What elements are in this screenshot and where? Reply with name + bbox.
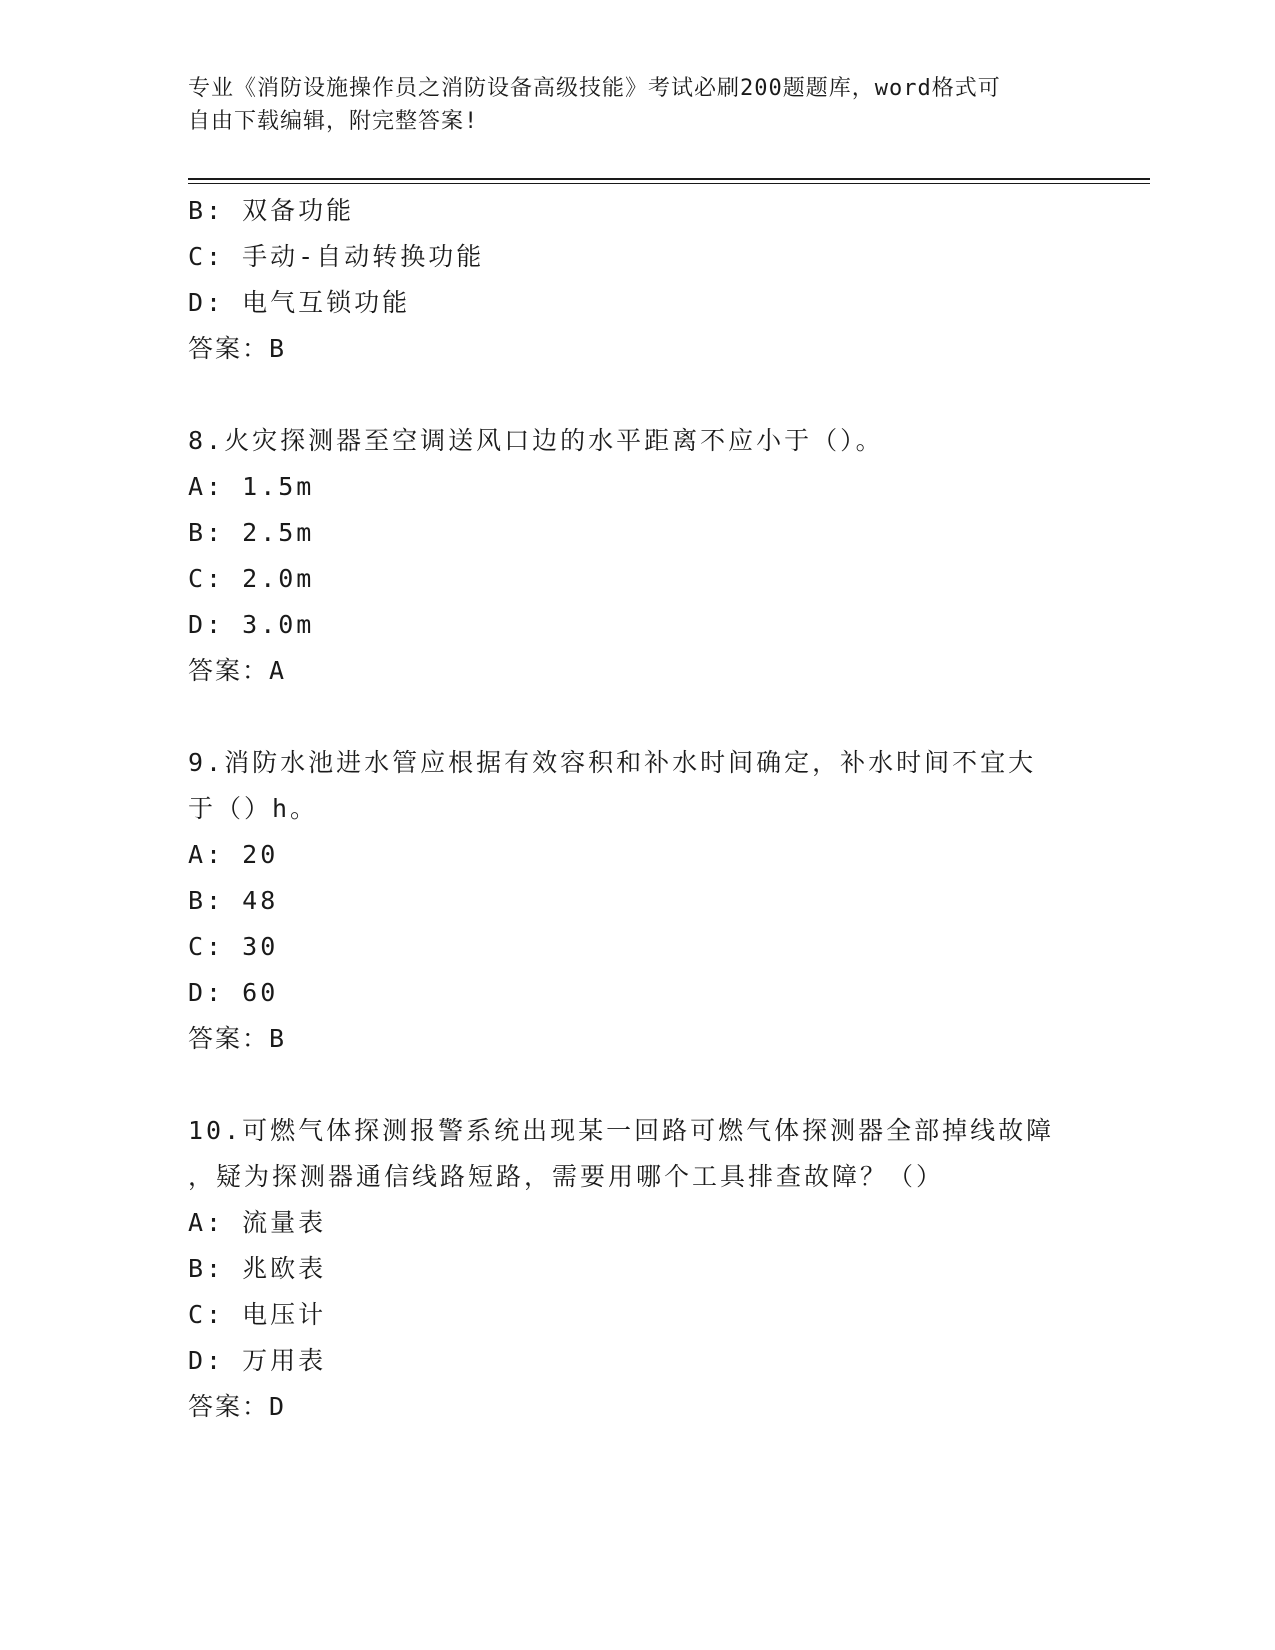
option-c: C: 30 <box>188 932 279 961</box>
option-c: C: 电压计 <box>188 1300 327 1329</box>
header-title-line-1: 专业《消防设施操作员之消防设备高级技能》考试必刷200题题库，word格式可 <box>188 76 1001 101</box>
option-a: A: 20 <box>188 840 279 869</box>
document-header <box>188 72 1068 138</box>
option-b: B: 兆欧表 <box>188 1254 327 1283</box>
option-d: D: 3.0m <box>188 610 315 639</box>
question-9 <box>188 740 1088 1062</box>
question-stem-line-1: 9.消防水池进水管应根据有效容积和补水时间确定，补水时间不宜大 <box>188 748 1037 777</box>
option-c: C: 手动-自动转换功能 <box>188 242 485 271</box>
question-stem-line-1: 10.可燃气体探测报警系统出现某一回路可燃气体探测器全部掉线故障 <box>188 1116 1055 1145</box>
answer-line: 答案：D <box>188 1392 287 1421</box>
option-b: B: 双备功能 <box>188 196 355 225</box>
option-a: A: 1.5m <box>188 472 315 501</box>
question-content <box>188 188 1088 1430</box>
question-8 <box>188 418 1088 694</box>
header-divider-thick <box>188 178 1150 180</box>
header-title-line-2: 自由下载编辑，附完整答案! <box>188 109 479 134</box>
question-7-continuation <box>188 188 1088 372</box>
answer-line: 答案：A <box>188 656 287 685</box>
option-b: B: 2.5m <box>188 518 315 547</box>
question-10 <box>188 1108 1088 1430</box>
option-d: D: 电气互锁功能 <box>188 288 411 317</box>
answer-line: 答案：B <box>188 334 287 363</box>
header-divider-thin <box>188 183 1150 184</box>
option-d: D: 万用表 <box>188 1346 327 1375</box>
option-c: C: 2.0m <box>188 564 315 593</box>
option-d: D: 60 <box>188 978 279 1007</box>
answer-line: 答案：B <box>188 1024 287 1053</box>
question-stem: 8.火灾探测器至空调送风口边的水平距离不应小于（）。 <box>188 426 884 455</box>
question-stem-line-2: 于（）h。 <box>188 794 319 823</box>
option-b: B: 48 <box>188 886 279 915</box>
option-a: A: 流量表 <box>188 1208 327 1237</box>
question-stem-line-2: ，疑为探测器通信线路短路，需要用哪个工具排查故障？（） <box>188 1162 945 1191</box>
